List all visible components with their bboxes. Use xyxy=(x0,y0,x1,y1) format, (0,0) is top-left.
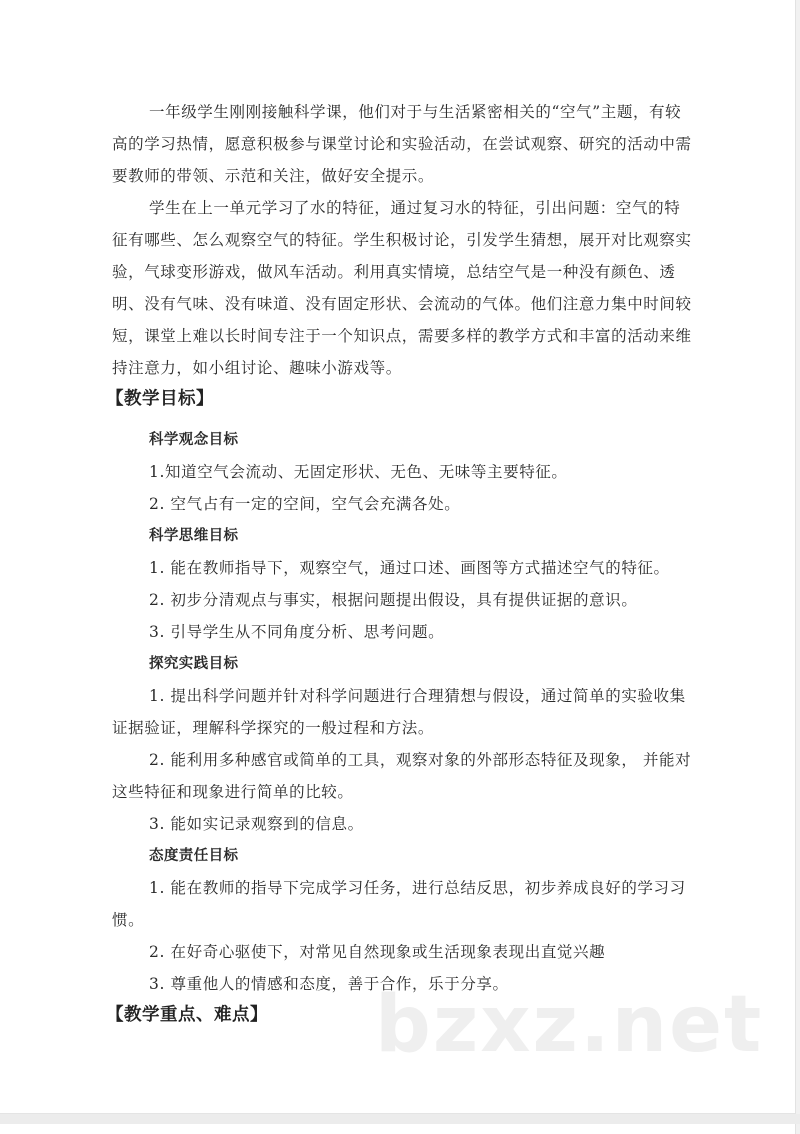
page-separator xyxy=(0,1114,800,1124)
objective-group-attitude xyxy=(112,840,692,1000)
objective-item: 1.知道空气会流动、无固定形状、无色、无味等主要特征。 xyxy=(149,463,568,481)
objective-item: 3. 尊重他人的情感和态度，善于合作，乐于分享。 xyxy=(149,975,509,993)
section-heading-key-points: 【教学重点、难点】 xyxy=(106,1005,268,1025)
objective-group-title: 科学思维目标 xyxy=(149,528,239,544)
objective-group-concept xyxy=(112,424,692,520)
objective-item: 1. 能在教师指导下，观察空气，通过口述、画图等方式描述空气的特征。 xyxy=(149,559,670,577)
page-content xyxy=(106,96,692,1030)
objective-item: 2. 空气占有一定的空间，空气会充满各处。 xyxy=(149,495,461,513)
intro-paragraph-2: 学生在上一单元学习了水的特征，通过复习水的特征，引出问题：空气的特征有哪些、怎么观察空气的特征。学生积极讨论，引发学生猜想，展开对比观察实验，气球变形游戏，做风车活动。利用真实情境，总结空气是一种没有颜色、透明、没有气味、没有味道、没有固定形状、会流动的气体。他们注意力集中时间较短，课堂上难以长时间专注于一个知识点，需要多样的教学方式和丰富的活动来维持注意力，如小组讨论、趣味小游戏等。 xyxy=(112,199,692,377)
objective-item: 3. 引导学生从不同角度分析、思考问题。 xyxy=(149,623,445,641)
intro-paragraph-1: 一年级学生刚刚接触科学课，他们对于与生活紧密相关的“空气”主题，有较高的学习热情，愿意积极参与课堂讨论和实验活动，在尝试观察、研究的活动中需要教师的带领、示范和关注，做好安全提示。 xyxy=(112,103,692,185)
objective-group-title: 态度责任目标 xyxy=(149,848,239,864)
objective-group-title: 探究实践目标 xyxy=(149,656,239,672)
objective-item: 2. 能利用多种感官或简单的工具，观察对象的外部形态特征及现象， 并能对这些特征和现象进行简单的比较。 xyxy=(112,751,692,801)
objective-item: 2. 初步分清观点与事实，根据问题提出假设，具有提供证据的意识。 xyxy=(149,591,638,609)
next-page-edge xyxy=(0,1124,796,1134)
watermark: bzxz.net xyxy=(375,980,764,1070)
objective-item: 1. 提出科学问题并针对科学问题进行合理猜想与假设，通过简单的实验收集证据验证，理解科学探究的一般过程和方法。 xyxy=(112,687,686,737)
objective-item: 1. 能在教师的指导下完成学习任务，进行总结反思，初步养成良好的学习习惯。 xyxy=(112,879,686,929)
objective-item: 2. 在好奇心驱使下，对常见自然现象或生活现象表现出直觉兴趣 xyxy=(149,943,606,961)
objective-group-practice xyxy=(112,648,692,840)
section-heading-objectives: 【教学目标】 xyxy=(106,389,214,409)
objective-group-title: 科学观念目标 xyxy=(149,432,239,448)
objective-item: 3. 能如实记录观察到的信息。 xyxy=(149,815,364,833)
objective-group-thinking xyxy=(112,520,692,648)
